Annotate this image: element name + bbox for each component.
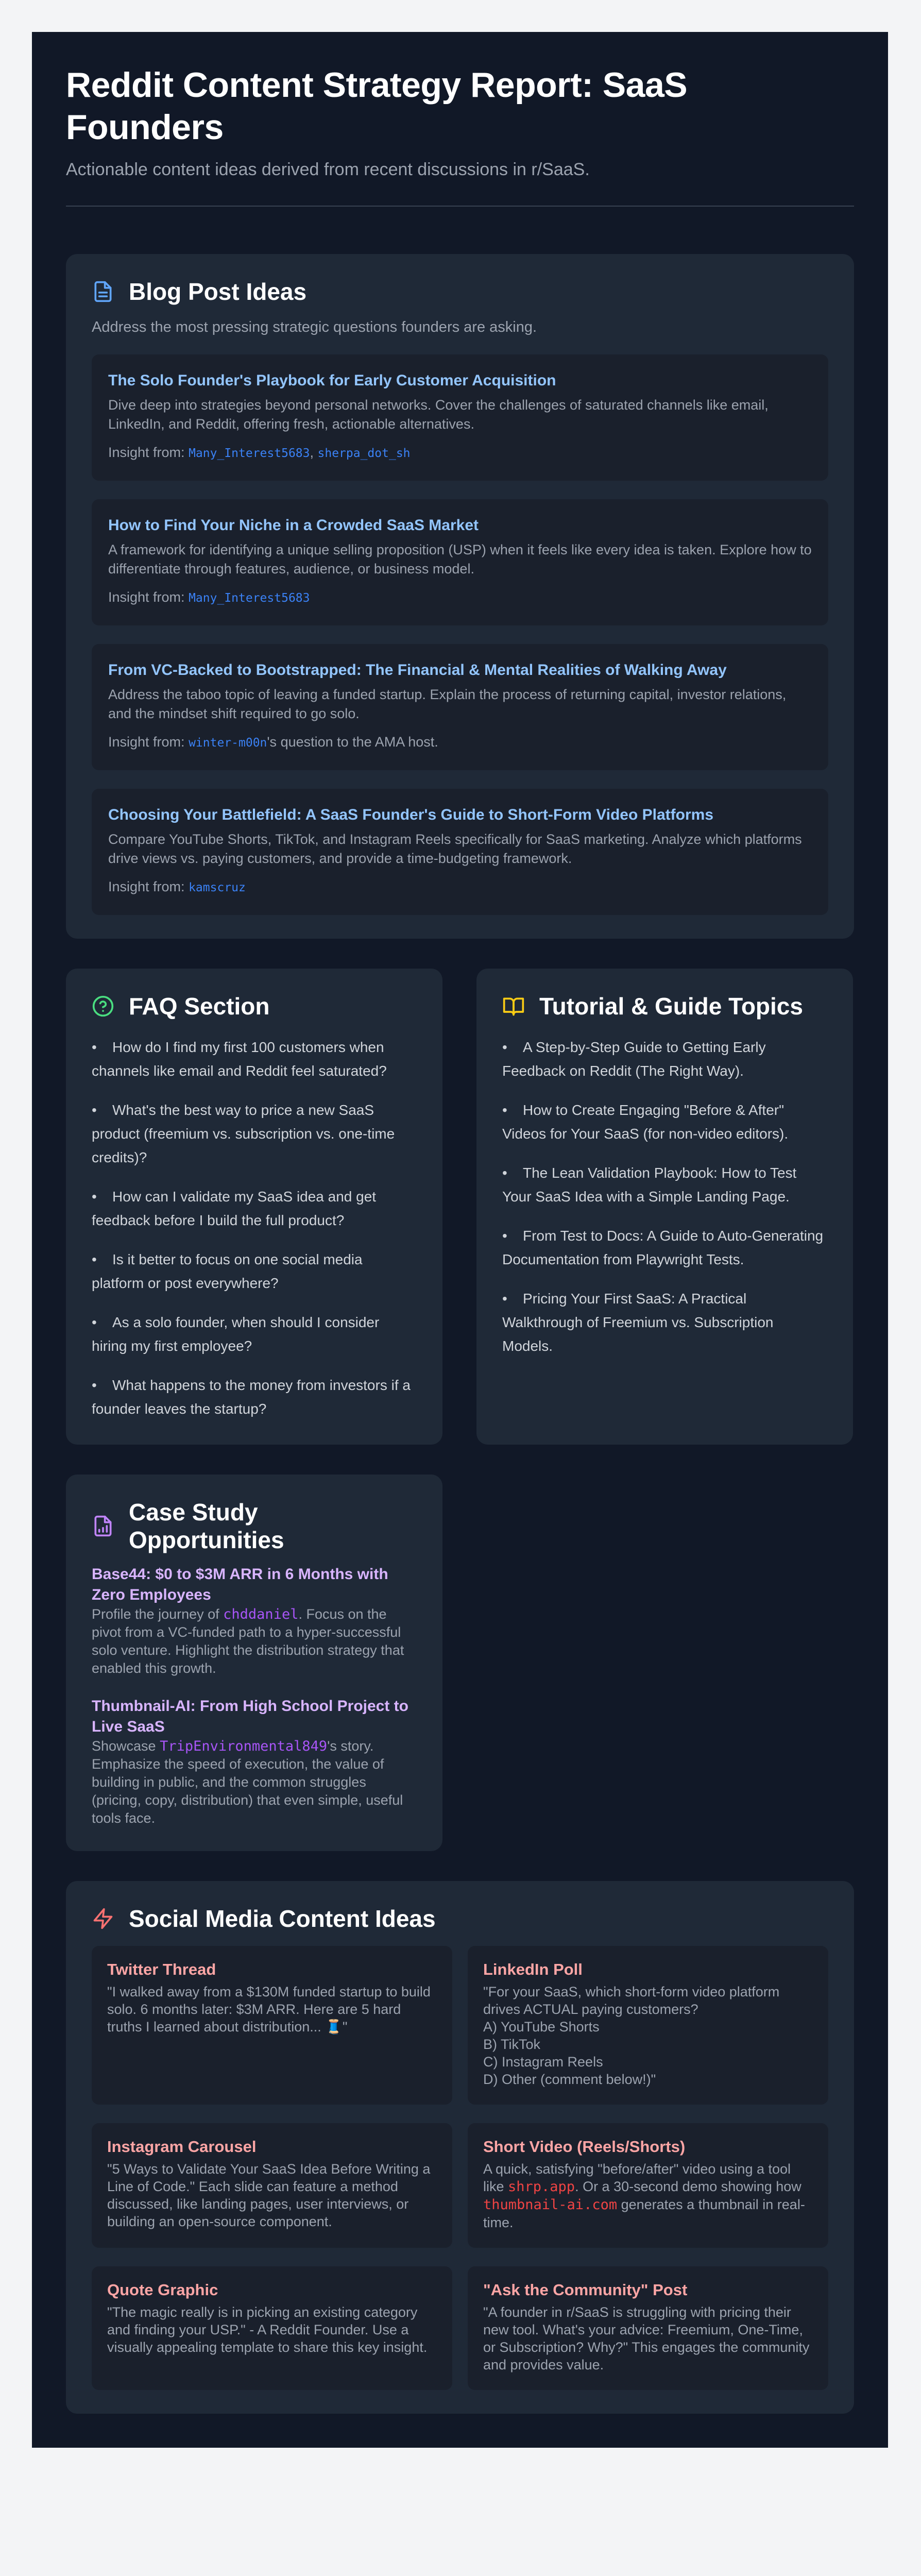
social-idea-title: Short Video (Reels/Shorts) <box>483 2138 686 2156</box>
social-idea-body <box>483 2160 813 2231</box>
list-item-text: How can I validate my SaaS idea and get feedback before I build the full product? <box>92 1189 377 1228</box>
list-item <box>502 1224 827 1272</box>
bullet: • <box>92 1039 97 1055</box>
page-title: Reddit Content Strategy Report: SaaS Founders <box>66 65 688 147</box>
insight-label: Insight from: <box>108 734 185 750</box>
tutorial-section <box>476 969 853 1445</box>
text: Showcase <box>92 1738 160 1754</box>
text: 's story. Emphasize the speed of execution, the value of building in public, and the common struggles (pricing, copy, distribution) that even simple, useful tools face. <box>92 1738 403 1826</box>
case-study-body <box>92 1605 417 1677</box>
username-link[interactable]: Many_Interest5683 <box>189 447 310 460</box>
text: generates a thumbnail in real-time. <box>483 2197 805 2230</box>
section-title: Blog Post Ideas <box>129 278 307 305</box>
insight-suffix: 's question to the AMA host. <box>267 734 438 750</box>
blog-post-item <box>92 354 828 481</box>
section-description: Address the most pressing strategic questions founders are asking. <box>92 319 537 335</box>
blog-post-body: Compare YouTube Shorts, TikTok, and Instagram Reels specifically for SaaS marketing. Analyze which platforms drive views vs. paying customers, and provide a time-budgeting framework. <box>108 832 802 866</box>
blog-post-body: A framework for identifying a unique selling proposition (USP) when it feels like every idea is taken. Explore how to differentiate through features, audience, or business model. <box>108 542 812 577</box>
blog-section <box>66 254 854 939</box>
social-idea-card <box>468 2123 828 2248</box>
text: "A founder in r/SaaS is struggling with pricing their new tool. What's your advice: Freemium, One-Time, or Subscription? Why?" This engages the community and provides value. <box>483 2304 810 2372</box>
insight-line <box>108 733 812 753</box>
book-open-icon <box>502 995 525 1018</box>
page-subtitle: Actionable content ideas derived from recent discussions in r/SaaS. <box>66 160 590 179</box>
bullet: • <box>502 1228 507 1244</box>
list-item-text: The Lean Validation Playbook: How to Test Your SaaS Idea with a Simple Landing Page. <box>502 1165 797 1205</box>
social-section <box>66 1881 854 2414</box>
bullet: • <box>92 1251 97 1267</box>
list-item-text: A Step-by-Step Guide to Getting Early Feedback on Reddit (The Right Way). <box>502 1039 766 1079</box>
blog-post-title: From VC-Backed to Bootstrapped: The Financial & Mental Realities of Walking Away <box>108 662 727 679</box>
question-circle-icon <box>92 995 114 1018</box>
blog-post-item <box>92 789 828 915</box>
insight-label: Insight from: <box>108 445 185 460</box>
faq-section <box>66 969 442 1445</box>
bullet: • <box>502 1291 507 1307</box>
social-idea-card <box>468 1946 828 2105</box>
bullet: • <box>502 1165 507 1181</box>
social-idea-title: Instagram Carousel <box>107 2138 257 2156</box>
bullet: • <box>92 1377 97 1393</box>
blog-post-body: Address the taboo topic of leaving a funded startup. Explain the process of returning capital, investor relations, and the mindset shift required to go solo. <box>108 687 787 721</box>
list-item-text: What happens to the money from investors if a founder leaves the startup? <box>92 1377 411 1417</box>
social-idea-card <box>92 2266 452 2390</box>
username: chddaniel <box>223 1606 299 1622</box>
code-link: shrp.app <box>508 2179 575 2195</box>
social-idea-body <box>483 1983 813 2088</box>
text: . Or a 30-second demo showing how <box>575 2179 801 2194</box>
list-item-text: From Test to Docs: A Guide to Auto-Generating Documentation from Playwright Tests. <box>502 1228 824 1267</box>
file-chart-icon <box>92 1515 114 1537</box>
social-idea-body <box>107 1983 437 2036</box>
list-item <box>92 1311 417 1358</box>
code-link: thumbnail-ai.com <box>483 2197 618 2213</box>
case-study-title: Base44: $0 to $3M ARR in 6 Months with Zero Employees <box>92 1566 388 1603</box>
section-title: Social Media Content Ideas <box>129 1905 436 1932</box>
list-item <box>92 1036 417 1083</box>
insight-line <box>108 588 812 608</box>
bullet: • <box>502 1102 507 1118</box>
section-title: FAQ Section <box>129 993 270 1020</box>
social-idea-card <box>468 2266 828 2390</box>
list-item-text: How do I find my first 100 customers when channels like email and Reddit feel saturated? <box>92 1039 387 1079</box>
bullet: • <box>92 1102 97 1118</box>
bullet: • <box>92 1314 97 1330</box>
social-idea-title: LinkedIn Poll <box>483 1960 583 1978</box>
social-idea-title: Twitter Thread <box>107 1960 216 1978</box>
social-idea-title: "Ask the Community" Post <box>483 2281 688 2299</box>
separator: , <box>310 445 318 460</box>
case-study-title: Thumbnail-AI: From High School Project to Live SaaS <box>92 1698 408 1735</box>
text: "5 Ways to Validate Your SaaS Idea Before Writing a Line of Code." Each slide can feature a method discussed, like landing pages, user interviews, or building an open-source component. <box>107 2161 431 2229</box>
list-item-text: How to Create Engaging "Before & After" Videos for Your SaaS (for non-video editors). <box>502 1102 789 1142</box>
list-item <box>92 1374 417 1421</box>
bullet: • <box>92 1189 97 1205</box>
username-link[interactable]: kamscruz <box>189 881 246 894</box>
report-container <box>32 32 888 2448</box>
list-item <box>502 1287 827 1358</box>
social-idea-title: Quote Graphic <box>107 2281 218 2299</box>
case-study-section <box>66 1475 442 1851</box>
username-link[interactable]: Many_Interest5683 <box>189 591 310 605</box>
list-item <box>92 1098 417 1170</box>
text: "The magic really is in picking an existing category and finding your USP." - A Reddit Founder. Use a visually appealing template to share this key insight. <box>107 2304 428 2355</box>
text: A quick, satisfying "before/after" video using a tool like <box>483 2161 791 2194</box>
blog-post-title: Choosing Your Battlefield: A SaaS Founder's Guide to Short-Form Video Platforms <box>108 806 714 823</box>
bullet: • <box>502 1039 507 1055</box>
username-link[interactable]: sherpa_dot_sh <box>317 447 411 460</box>
section-title: Case Study Opportunities <box>129 1499 284 1553</box>
username-link[interactable]: winter-m00n <box>189 736 267 750</box>
list-item <box>502 1161 827 1209</box>
insight-label: Insight from: <box>108 879 185 894</box>
list-item <box>502 1036 827 1083</box>
insight-line <box>108 443 812 463</box>
blog-post-body: Dive deep into strategies beyond personal networks. Cover the challenges of saturated channels like email, LinkedIn, and Reddit, offering fresh, actionable alternatives. <box>108 397 769 432</box>
divider <box>66 206 854 207</box>
social-idea-card <box>92 2123 452 2248</box>
social-idea-body <box>107 2160 437 2230</box>
username: TripEnvironmental849 <box>160 1738 328 1754</box>
blog-post-title: The Solo Founder's Playbook for Early Customer Acquisition <box>108 372 556 389</box>
list-item-text: What's the best way to price a new SaaS product (freemium vs. subscription vs. one-time credits)? <box>92 1102 395 1165</box>
insight-line <box>108 877 812 897</box>
blog-post-item <box>92 499 828 625</box>
list-item <box>92 1185 417 1232</box>
document-icon <box>92 280 114 303</box>
list-item-text: Pricing Your First SaaS: A Practical Walkthrough of Freemium vs. Subscription Models. <box>502 1291 774 1354</box>
text: "For your SaaS, which short-form video platform drives ACTUAL paying customers? A) YouTube Shorts B) TikTok C) Instagram Reels D) Other (comment below!)" <box>483 1984 780 2087</box>
section-title: Tutorial & Guide Topics <box>539 993 803 1020</box>
blog-post-item <box>92 644 828 770</box>
list-item <box>92 1248 417 1295</box>
case-study-body <box>92 1737 417 1827</box>
text: Profile the journey of <box>92 1606 224 1622</box>
lightning-icon <box>92 1907 114 1930</box>
blog-post-title: How to Find Your Niche in a Crowded SaaS Market <box>108 517 479 534</box>
social-idea-body <box>107 2303 437 2356</box>
social-idea-card <box>92 1946 452 2105</box>
insight-label: Insight from: <box>108 589 185 605</box>
social-idea-body <box>483 2303 813 2374</box>
text: "I walked away from a $130M funded startup to build solo. 6 months later: $3M ARR. Here are 5 hard truths I learned about distribution... 🧵" <box>107 1984 431 2035</box>
list-item <box>502 1098 827 1146</box>
text: . Focus on the pivot from a VC-funded path to a hyper-successful solo venture. Highlight the distribution strategy that enabled this growth. <box>92 1606 404 1676</box>
list-item-text: Is it better to focus on one social media platform or post everywhere? <box>92 1251 363 1291</box>
list-item-text: As a solo founder, when should I consider hiring my first employee? <box>92 1314 380 1354</box>
